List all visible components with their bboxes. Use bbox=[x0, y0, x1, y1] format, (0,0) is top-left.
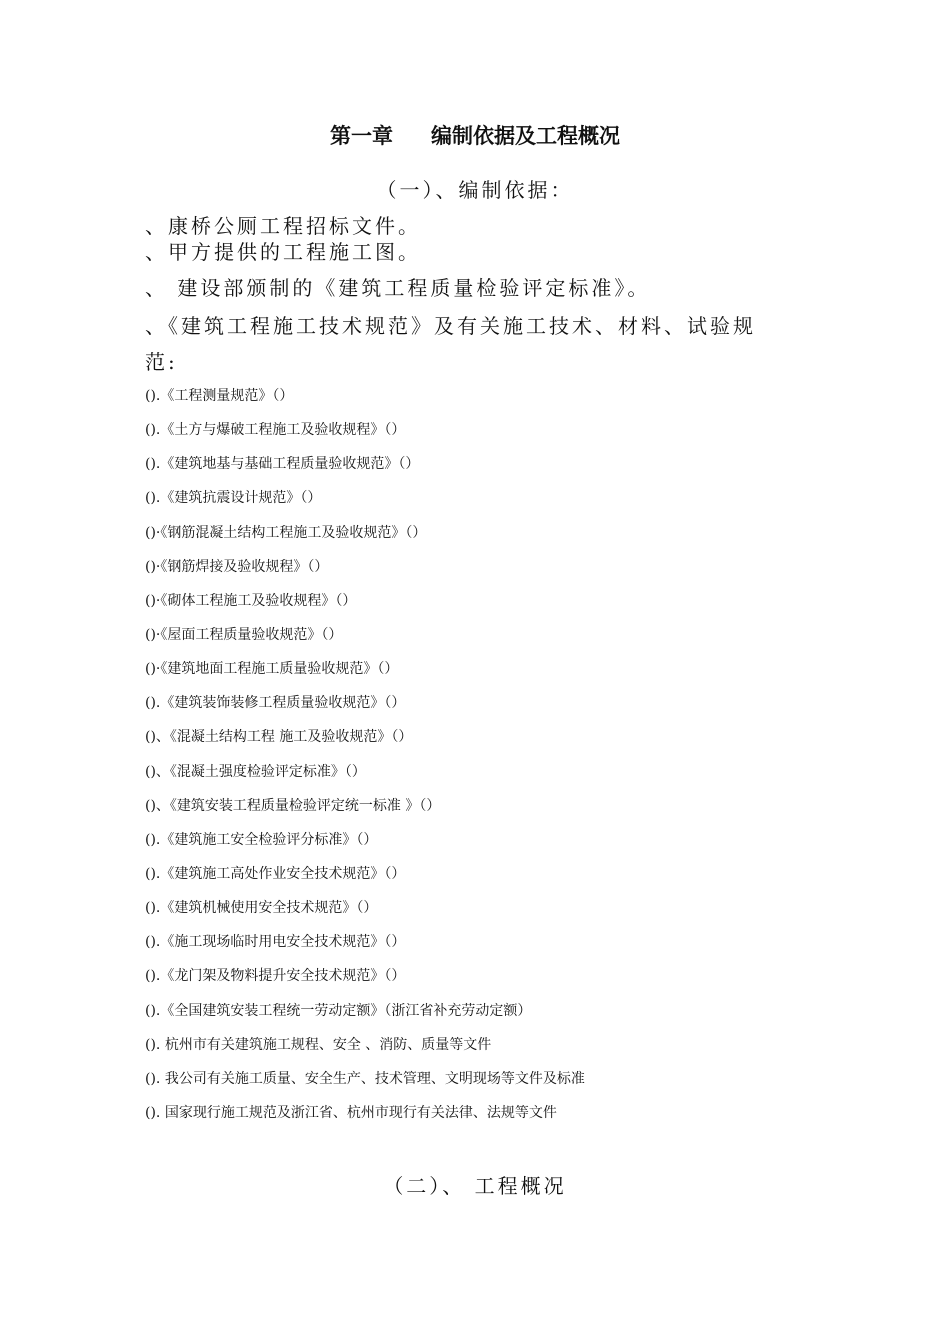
standard-item: ()、《混凝土结构工程 施工及验收规范》（） bbox=[145, 729, 413, 745]
standard-item: ().《土方与爆破工程施工及验收规程》（） bbox=[145, 422, 406, 438]
standard-item: ().《工程测量规范》（） bbox=[145, 388, 294, 404]
standard-item: ()、《混凝土强度检验评定标准》（） bbox=[145, 764, 366, 780]
standard-item: ()·《钢筋焊接及验收规程》（） bbox=[145, 559, 329, 575]
standard-item: ().《施工现场临时用电安全技术规范》（） bbox=[145, 934, 406, 950]
chapter-name: 编制依据及工程概况 bbox=[431, 124, 620, 148]
standard-item: ().《全国建筑安装工程统一劳动定额》（浙江省补充劳动定额） bbox=[145, 1003, 532, 1019]
standard-item: ()·《砌体工程施工及验收规程》（） bbox=[145, 593, 357, 609]
standard-item: ().《建筑施工高处作业安全技术规范》（） bbox=[145, 866, 406, 882]
standard-item: ().《建筑施工安全检验评分标准》（） bbox=[145, 832, 378, 848]
standard-item: (). 我公司有关施工质量、安全生产、技术管理、文明现场等文件及标准 bbox=[145, 1071, 585, 1087]
standard-item: (). 杭州市有关建筑施工规程、安全 、消防、质量等文件 bbox=[145, 1037, 492, 1053]
basis-item: 、康桥公厕工程招标文件。 bbox=[145, 214, 421, 238]
standard-item: ()、《建筑安装工程质量检验评定统一标准 》（） bbox=[145, 798, 441, 814]
basis-item: 、甲方提供的工程施工图。 bbox=[145, 240, 421, 264]
standard-item: ().《建筑抗震设计规范》（） bbox=[145, 490, 322, 506]
standard-item: ()·《建筑地面工程施工质量验收规范》（） bbox=[145, 661, 399, 677]
standard-item: ().《建筑装饰装修工程质量验收规范》（） bbox=[145, 695, 406, 711]
standard-item: ().《建筑机械使用安全技术规范》（） bbox=[145, 900, 378, 916]
basis-item: 范: bbox=[145, 350, 178, 374]
standard-item: ().《建筑地基与基础工程质量验收规范》（） bbox=[145, 456, 420, 472]
standard-item: ()·《钢筋混凝土结构工程施工及验收规范》（） bbox=[145, 525, 427, 541]
section-heading-overview: （二）、 工程概况 bbox=[383, 1174, 567, 1198]
basis-item: 、 建设部颁制的《建筑工程质量检验评定标准》。 bbox=[145, 276, 651, 300]
chapter-number: 第一章 bbox=[330, 124, 393, 148]
standard-item: ().《龙门架及物料提升安全技术规范》（） bbox=[145, 968, 406, 984]
section-heading-basis: （一）、编制依据： bbox=[376, 178, 574, 202]
standard-item: (). 国家现行施工规范及浙江省、杭州市现行有关法律、法规等文件 bbox=[145, 1105, 557, 1121]
chapter-title bbox=[0, 120, 950, 150]
basis-item: 、《建筑工程施工技术规范》及有关施工技术、材料、试验规 bbox=[145, 314, 756, 338]
standard-item: ()·《屋面工程质量验收规范》（） bbox=[145, 627, 343, 643]
